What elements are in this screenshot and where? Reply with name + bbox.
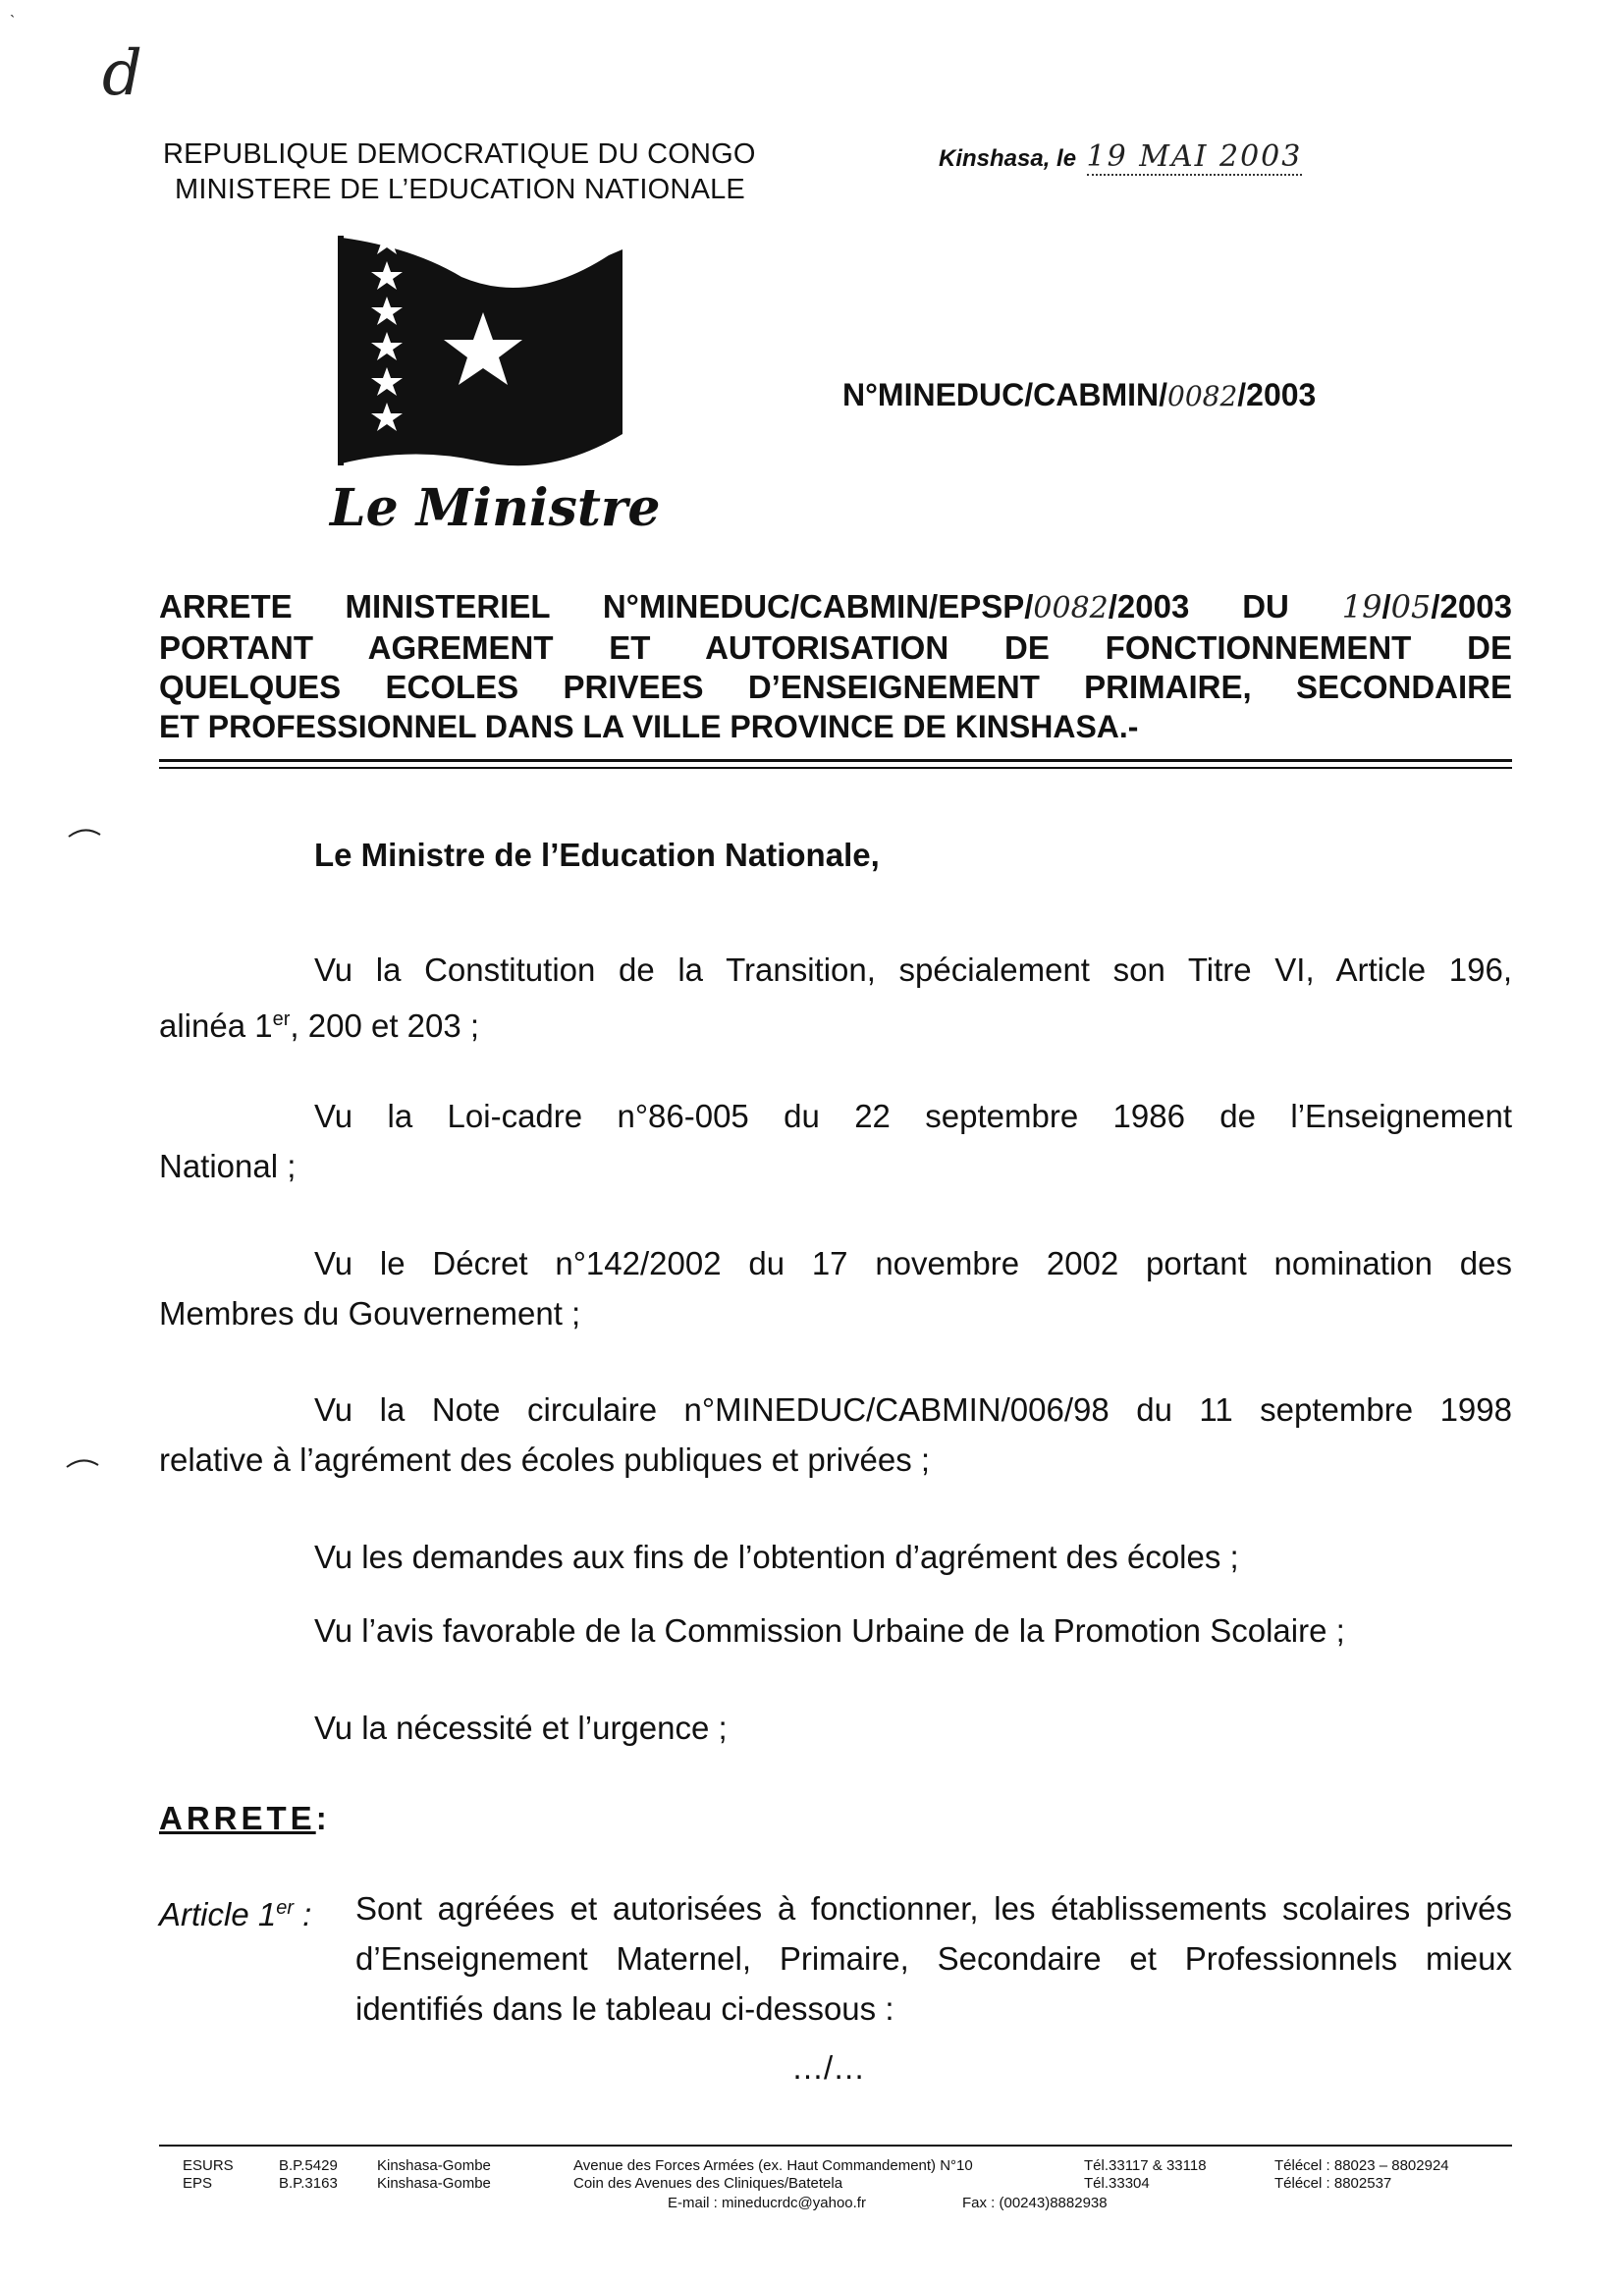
title-year: /2003 bbox=[1431, 588, 1512, 625]
title-sep: / bbox=[1381, 588, 1391, 625]
footer-address: Avenue des Forces Armées (ex. Haut Commandement) N°10 bbox=[573, 2157, 973, 2174]
title-double-rule-bottom bbox=[159, 767, 1512, 769]
ministry-flag-logo bbox=[334, 218, 648, 513]
vu-loi-cadre-line-2: National ; bbox=[159, 1148, 297, 1184]
page-continuation: …/… bbox=[791, 2049, 866, 2086]
title-handwritten-day: 19 bbox=[1341, 588, 1382, 625]
vu-demandes: Vu les demandes aux fins de l’obtention d’agrément des écoles ; bbox=[314, 1539, 1239, 1575]
footer-tel: Tél.33304 bbox=[1084, 2175, 1150, 2192]
footer-bp: B.P.3163 bbox=[279, 2175, 338, 2192]
title-mid: /2003 DU bbox=[1108, 588, 1342, 625]
title-double-rule-top bbox=[159, 759, 1512, 762]
article-1-line-1: Sont agréées et autorisées à fonctionner, les établissements scolaires privés bbox=[355, 1890, 1512, 1927]
reference-handwritten: 0082 bbox=[1167, 380, 1238, 412]
vu-constitution-line-2: alinéa 1er, 200 et 203 ; bbox=[159, 1007, 480, 1044]
vu-decret-line-2: Membres du Gouvernement ; bbox=[159, 1295, 581, 1332]
reference-prefix: N°MINEDUC/CABMIN/ bbox=[842, 377, 1167, 412]
footer-fax-number: Fax : (00243)8882938 bbox=[962, 2195, 1108, 2211]
footer-rule bbox=[159, 2145, 1512, 2147]
title-line-1 bbox=[159, 587, 1512, 628]
title-line-2: PORTANT AGREMENT ET AUTORISATION DE FONCTIONNEMENT DE bbox=[159, 629, 1512, 666]
title-handwritten-month: 05 bbox=[1390, 588, 1432, 625]
footer-row-eps bbox=[183, 2174, 1518, 2194]
margin-mark: ` bbox=[10, 14, 16, 30]
title-line-4: ET PROFESSIONNEL DANS LA VILLE PROVINCE DE KINSHASA.- bbox=[159, 709, 1139, 744]
footer-address: Coin des Avenues des Cliniques/Batetela bbox=[573, 2175, 843, 2192]
republic-heading: REPUBLIQUE DEMOCRATIQUE DU CONGO bbox=[163, 138, 756, 170]
article-1-text bbox=[355, 1883, 1512, 2034]
footer-fax: Télécel : 8802537 bbox=[1274, 2175, 1392, 2192]
reference-number bbox=[842, 377, 1316, 413]
article-1-label: Article 1er : bbox=[159, 1896, 312, 1932]
title-prefix: ARRETE MINISTERIEL N°MINEDUC/CABMIN/EPSP/ bbox=[159, 588, 1034, 625]
footer-tel: Tél.33117 & 33118 bbox=[1084, 2157, 1207, 2174]
margin-mark-2 bbox=[65, 1455, 100, 1471]
title-handwritten-number: 0082 bbox=[1033, 591, 1109, 625]
arrete-heading bbox=[159, 1793, 331, 1843]
footer-row-esurs bbox=[183, 2156, 1518, 2176]
footer-city: Kinshasa-Gombe bbox=[377, 2157, 491, 2174]
article-1-line-3: identifiés dans le tableau ci-dessous : bbox=[355, 1990, 894, 2027]
footer-bp: B.P.5429 bbox=[279, 2157, 338, 2174]
vu-constitution-line-1: Vu la Constitution de la Transition, spécialement son Titre VI, Article 196, bbox=[314, 952, 1512, 988]
handwritten-date: 19 MAI 2003 bbox=[1086, 139, 1303, 174]
place-date bbox=[939, 139, 1302, 174]
logo-caption: Le Ministre bbox=[330, 478, 661, 538]
vu-decret-line-1: Vu le Décret n°142/2002 du 17 novembre 2002 portant nomination des bbox=[314, 1245, 1512, 1281]
article-1-line-2: d’Enseignement Maternel, Primaire, Secondaire et Professionnels mieux bbox=[355, 1940, 1512, 1977]
vu-avis: Vu l’avis favorable de la Commission Urbaine de la Promotion Scolaire ; bbox=[314, 1612, 1345, 1649]
handwritten-initial: d bbox=[102, 37, 142, 110]
footer-email[interactable]: E-mail : mineducrdc@yahoo.fr bbox=[668, 2195, 866, 2211]
ministry-heading: MINISTERE DE L’EDUCATION NATIONALE bbox=[175, 174, 745, 205]
minister-salutation: Le Ministre de l’Education Nationale, bbox=[314, 837, 880, 873]
footer-code: EPS bbox=[183, 2175, 213, 2192]
vu-note-circulaire bbox=[159, 1385, 1512, 1485]
footer-city: Kinshasa-Gombe bbox=[377, 2175, 491, 2192]
vu-note-circulaire-line-2: relative à l’agrément des écoles publiques et privées ; bbox=[159, 1441, 931, 1478]
arrete-colon: : bbox=[315, 1800, 331, 1836]
vu-constitution bbox=[159, 945, 1512, 1051]
arrete-word: ARRETE bbox=[159, 1800, 316, 1836]
vu-decret bbox=[159, 1238, 1512, 1338]
vu-note-circulaire-line-1: Vu la Note circulaire n°MINEDUC/CABMIN/006/98 du 11 septembre 1998 bbox=[314, 1391, 1512, 1428]
vu-loi-cadre bbox=[159, 1091, 1512, 1191]
footer-fax: Télécel : 88023 – 8802924 bbox=[1274, 2157, 1449, 2174]
decree-title bbox=[159, 587, 1512, 746]
place-date-label: Kinshasa, le bbox=[939, 145, 1077, 172]
margin-mark-1 bbox=[67, 825, 102, 841]
title-line-3: QUELQUES ECOLES PRIVEES D’ENSEIGNEMENT PRIMAIRE, SECONDAIRE bbox=[159, 669, 1512, 705]
footer-code: ESURS bbox=[183, 2157, 234, 2174]
vu-necessite: Vu la nécessité et l’urgence ; bbox=[314, 1710, 728, 1746]
vu-loi-cadre-line-1: Vu la Loi-cadre n°86-005 du 22 septembre 1986 de l’Enseignement bbox=[314, 1098, 1512, 1134]
reference-suffix: /2003 bbox=[1237, 377, 1317, 412]
